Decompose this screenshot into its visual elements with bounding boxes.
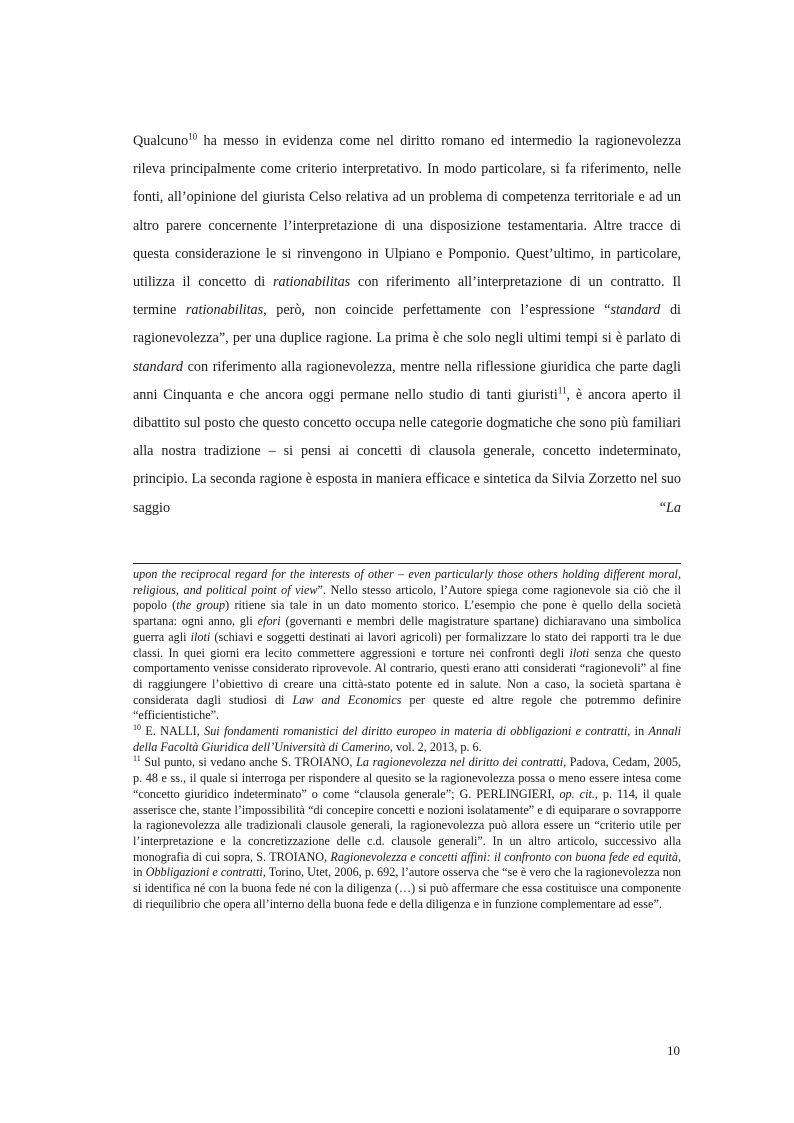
footnote-reference-10: 10: [188, 131, 198, 142]
body-paragraph: [133, 127, 681, 522]
footnote-text: , p. 114, il quale asserisce che, stante l’impossibilità “di concepire concetti e nozioni isolatamente” e di equiparare o sovrapporre la ragionevolezza alle tradizionali clausole generali, la ragionevolezza può allora essere un “criterio utile per l’interpretazione e la concretizzazione delle c.d. clausole generali”. In un altro articolo, successivo alla monografia di cui sopra, S. TROIANO,: [133, 786, 681, 864]
footnote-italic: Obbligazioni e contratti: [145, 865, 263, 880]
footnote-italic: iloti: [190, 629, 211, 644]
footnote-text: ”. Nello stesso articolo, l’Autore spiega come ragionevole sia ciò che il popolo (: [133, 582, 681, 613]
footnote-text: (governanti e membri delle magistrature spartane) dichiaravano una simbolica guerra agli: [133, 614, 681, 644]
footnote-text: per queste ed altre regole che potremmo definire “efficientistiche”.: [133, 692, 681, 723]
footnote-text: (schiavi e soggetti destinati ai lavori agricoli) per formalizzare lo stato dei rapporti tra le due classi. In quei giorni era lecito commettere aggressioni e torture nei confronti degli: [133, 629, 681, 660]
body-text-segment: ha messo in evidenza come nel diritto romano ed intermedio la ragionevolezza rileva principalmente come criterio interpretativo. In modo particolare, si fa riferimento, nelle fonti, all’opinione del giurista Celso relativa ad un problema di competenza territoriale e ad un altro parere concernente l’interpretazione di una disposizione testamentaria. Altre tracce di questa considerazione le si rinvengono in Ulpiano e Pomponio. Quest’ultimo, in particolare, utilizza il concetto di: [133, 133, 681, 291]
footnote-continuation: [133, 567, 681, 724]
footnote-11: [133, 755, 681, 912]
footnote-10: [133, 724, 681, 755]
footnote-italic: La ragionevolezza nel diritto dei contratti: [356, 755, 564, 770]
body-italic-term: La: [666, 499, 681, 516]
footnote-italic: upon the reciprocal regard for the interests of other – even particularly those others holding different moral, religious, and political point of view: [133, 567, 681, 597]
footnote-italic: op. cit.: [559, 786, 595, 801]
footnote-number: 11: [133, 754, 141, 764]
footnote-text: , Torino, Utet, 2006, p. 692, l’autore osserva che “se è vero che la ragionevolezza non si identifica né con la buona fede né con la diligenza (…) si può affermare che essa costituisce una componente di riequilibrio che opera all’interno della buona fede e della diligenza e in funzione complementare ad esse”.: [133, 865, 682, 911]
body-text-segment: di ragionevolezza”, per una duplice ragione. La prima è che solo negli ultimi tempi si è parlato di: [133, 302, 681, 347]
footnote-separator: [133, 563, 681, 564]
footnote-italic: Sui fondamenti romanistici del diritto europeo in materia di obbligazioni e contratti: [204, 724, 628, 739]
footnote-italic: efori: [257, 614, 281, 629]
body-text-segment: con riferimento all’interpretazione di un contratto. Il termine: [133, 274, 681, 319]
footnote-text: , vol. 2, 2013, p. 6.: [389, 739, 482, 754]
body-italic-term: standard: [133, 358, 183, 375]
footnote-text: , in: [627, 724, 649, 739]
footnote-italic: Law and Economics: [292, 692, 402, 707]
footnote-text: senza che questo comportamento venisse considerato riprovevole. Al contrario, questi erano atti considerati “ragionevoli” al fine di raggiungere l’obiettivo di creare una città-stato potente ed in salute. Non a caso, la società spartana è considerata dagli studiosi di: [133, 645, 681, 707]
footnote-reference-11: 11: [557, 385, 567, 396]
body-text-segment: con riferimento alla ragionevolezza, mentre nella riflessione giuridica che parte dagli anni Cinquanta e che ancora oggi permane nello studio di tanti giuristi: [133, 358, 681, 403]
footnote-italic: Annali della Facoltà Giuridica dell’Università di Camerino: [133, 724, 681, 754]
body-italic-term: standard: [610, 302, 661, 319]
footnote-text: Sul punto, si vedano anche S. TROIANO,: [140, 755, 357, 770]
body-text-segment: Qualcuno: [133, 133, 189, 149]
footnote-number: 10: [133, 722, 141, 732]
body-italic-term: rationabilitas: [272, 274, 351, 291]
footnote-text: ) ritiene sia tale in un dato momento storico. L’esempio che pone è quello della società spartana: ogni anno, gli: [133, 598, 681, 629]
footnotes-section: [133, 567, 681, 912]
footnote-italic: the group: [176, 598, 226, 613]
footnote-italic: Ragionevolezza e concetti affini: il confronto con buona fede ed equità: [330, 849, 678, 864]
footnote-text: E. NALLI,: [141, 724, 205, 739]
footnote-text: , in: [133, 849, 682, 880]
page-number: 10: [667, 1043, 680, 1058]
body-text-segment: , però, non coincide perfettamente con l’espressione “: [263, 302, 611, 319]
footnote-italic: iloti: [569, 645, 590, 660]
body-italic-term: rationabilitas: [185, 302, 264, 319]
footnote-text: , Padova, Cedam, 2005, p. 48 e ss., il quale si interroga per rispondere al quesito se la ragionevolezza possa o meno essere intesa come “concetto giuridico indeterminato” o come “clausola generale”; G. PERLINGIERI,: [133, 755, 681, 801]
body-text-segment: , è ancora aperto il dibattito sul posto che questo concetto occupa nelle categorie dogmatiche che sono più familiari alla nostra tradizione – si pensi ai concetti di clausola generale, concetto indeterminato, principio. La seconda ragione è esposta in maniera efficace e sintetica da Silvia Zorzetto nel suo saggio “: [133, 386, 681, 516]
